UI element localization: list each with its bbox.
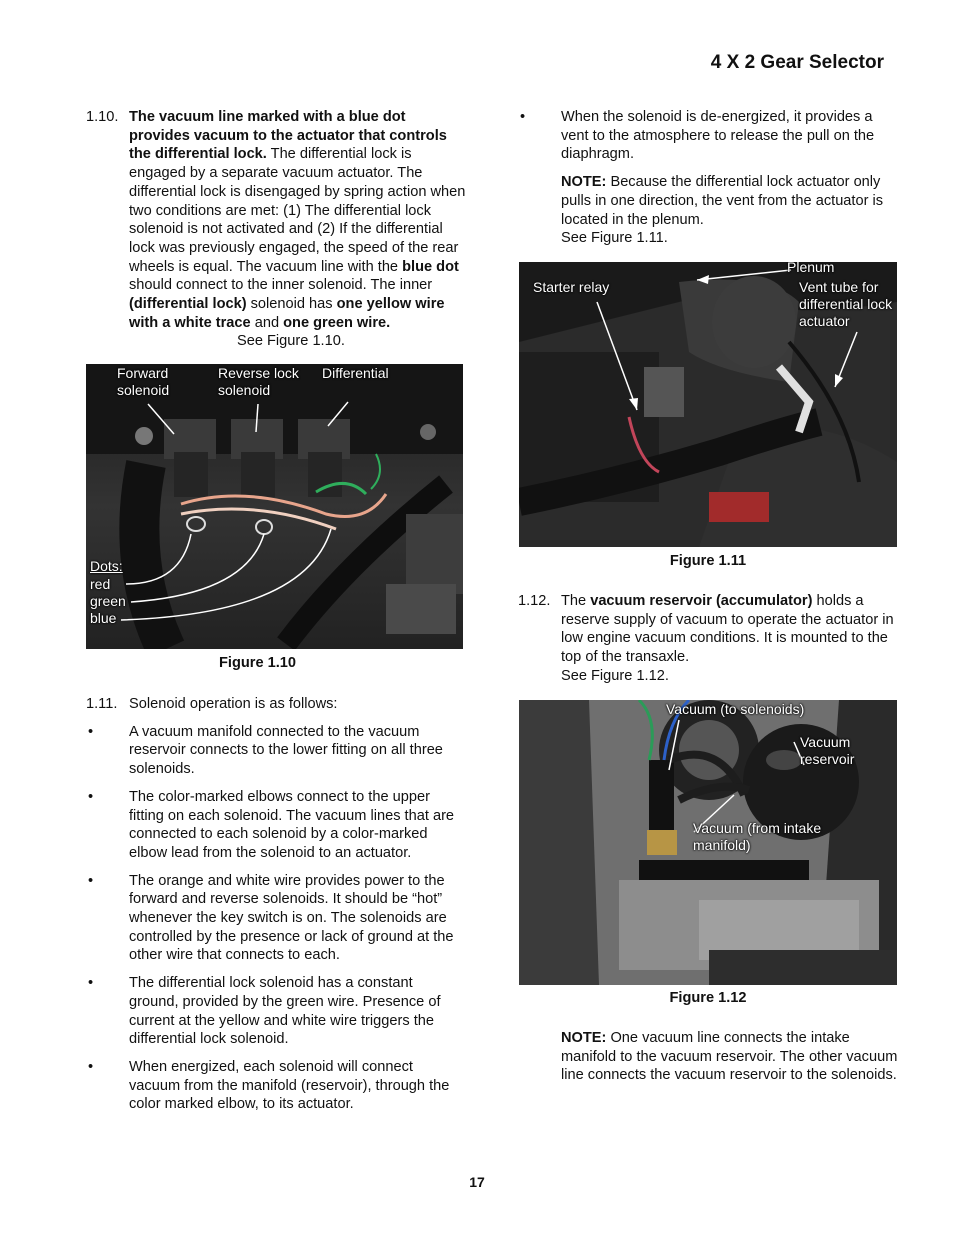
bullet-mark: • <box>88 975 94 992</box>
label-green: green <box>90 593 126 609</box>
list-item-text: When energized, each solenoid will connect vacuum from the manifold (reservoir), through the color marked elbow, to its actuator. <box>129 1058 450 1113</box>
body-text: holds a reserve supply of vacuum to operate the actuator in low engine vacuum conditions. It is mounted to the top of the transaxle. <box>561 593 894 666</box>
note-text: One vacuum line connects the intake manifold to the vacuum reservoir. The other vacuum line connects the vacuum reservoir to the solenoids. <box>561 1030 898 1084</box>
section-1-11 <box>86 695 466 714</box>
figure-1-10-caption: Figure 1.10 <box>218 655 297 671</box>
section-1-10-text <box>129 108 466 351</box>
body-text: and <box>250 314 284 331</box>
figure-1-12-photo <box>519 700 897 985</box>
note-label: NOTE: <box>561 174 607 191</box>
right-column <box>518 108 898 248</box>
bold-text: vacuum reservoir (accumulator) <box>590 593 813 609</box>
label-starter-relay: Starter relay <box>533 279 610 295</box>
note-1 <box>518 173 898 248</box>
body-text: The differential lock is engaged by a separate vacuum actuator. The differential lock is disengaged by spring action when two conditions are met: (1) The differential lock solenoid is not activated and (2) If the differential lock was previously engaged, the speed of the rear wheels is equal. The vacuum line with the <box>129 146 466 275</box>
section-number: 1.11. <box>86 696 118 712</box>
body-text: should connect to the inner solenoid. The inner <box>129 277 433 294</box>
bold-text: one yellow wire with a white trace <box>129 296 445 331</box>
figure-1-12-caption: Figure 1.12 <box>669 990 747 1006</box>
list-item-text: The color-marked elbows connect to the upper fitting on each solenoid. The vacuum lines that are connected to each solenoid by a color-marked elbow lead from the solenoid to an actuator. <box>129 788 455 861</box>
list-item-text: When the solenoid is de-energized, it provides a vent to the atmosphere to release the pull on the diaphragm. <box>561 109 875 163</box>
label-differential: Differential <box>322 365 389 381</box>
body-text: The <box>561 593 591 609</box>
label-plenum: Plenum <box>787 262 835 275</box>
left-column <box>86 108 466 351</box>
label-blue: blue <box>90 610 117 626</box>
figure-1-11-photo <box>519 262 897 547</box>
label-forward-solenoid: Forward solenoid <box>117 365 170 398</box>
left-column-lower <box>86 695 466 1114</box>
section-1-11-text: Solenoid operation is as follows: <box>129 696 338 712</box>
section-1-12-text <box>561 592 898 686</box>
bullet-mark: • <box>88 1058 94 1075</box>
label-dots: Dots: <box>90 558 123 574</box>
section-number: 1.12. <box>518 593 551 609</box>
bullet-mark: • <box>88 788 94 805</box>
bold-text: blue dot <box>402 258 459 275</box>
body-text: solenoid has <box>246 296 337 313</box>
section-1-12 <box>518 592 898 686</box>
label-red: red <box>90 576 111 592</box>
bold-text: one green wire. <box>283 314 391 331</box>
list-item-text: The orange and white wire provides power to the forward and reverse solenoids. It should be “hot” whenever the key switch is on. The solenoids are controlled by the presence or lack of ground at the other wire that connects to each. <box>129 872 454 964</box>
label-vacuum-reservoir: Vacuum reservoir <box>800 734 855 767</box>
figure-reference: See Figure 1.10. <box>237 333 345 350</box>
bullet-mark: • <box>520 109 526 125</box>
label-vacuum-from-manifold: Vacuum (from intake manifold) <box>693 820 822 853</box>
figure-1-10-photo <box>86 364 463 649</box>
list-item <box>518 108 898 164</box>
bold-text: The vacuum line marked with a blue dot provides vacuum to the actuator that controls the differential lock. <box>129 109 447 163</box>
section-1-10 <box>86 108 466 351</box>
list-item-text: A vacuum manifold connected to the vacuum reservoir connects to the lower fitting on all three solenoids. <box>129 723 443 778</box>
page-title: 4 X 2 Gear Selector <box>710 52 884 73</box>
bold-text: (differential lock) <box>129 296 247 313</box>
figure-reference: See Figure 1.12. <box>561 667 669 684</box>
list-item-text: The differential lock solenoid has a constant ground, provided by the green wire. Presence of current at the yellow and white wire triggers the differential lock solenoid. <box>129 975 441 1048</box>
bullet-mark: • <box>88 872 94 889</box>
list-item <box>86 1058 466 1114</box>
label-vacuum-to-solenoids: Vacuum (to solenoids) <box>666 701 805 717</box>
section-number: 1.10. <box>86 109 119 125</box>
label-reverse-lock-solenoid: Reverse lock solenoid <box>218 365 299 398</box>
bullet-mark: • <box>88 723 94 740</box>
note-text: Because the differential lock actuator only pulls in one direction, the vent from the actuator is located in the plenum. <box>561 174 884 228</box>
note-label: NOTE: <box>561 1030 607 1046</box>
list-item <box>86 788 466 863</box>
figure-1-11-caption: Figure 1.11 <box>669 553 747 569</box>
note-2 <box>561 1029 899 1085</box>
list-item <box>86 974 466 1049</box>
page-number: 17 <box>469 1174 485 1190</box>
figure-reference: See Figure 1.11. <box>561 230 668 247</box>
list-item <box>86 723 466 779</box>
list-item <box>86 872 466 966</box>
label-vent-tube: Vent tube for differential lock actuator <box>799 279 893 329</box>
